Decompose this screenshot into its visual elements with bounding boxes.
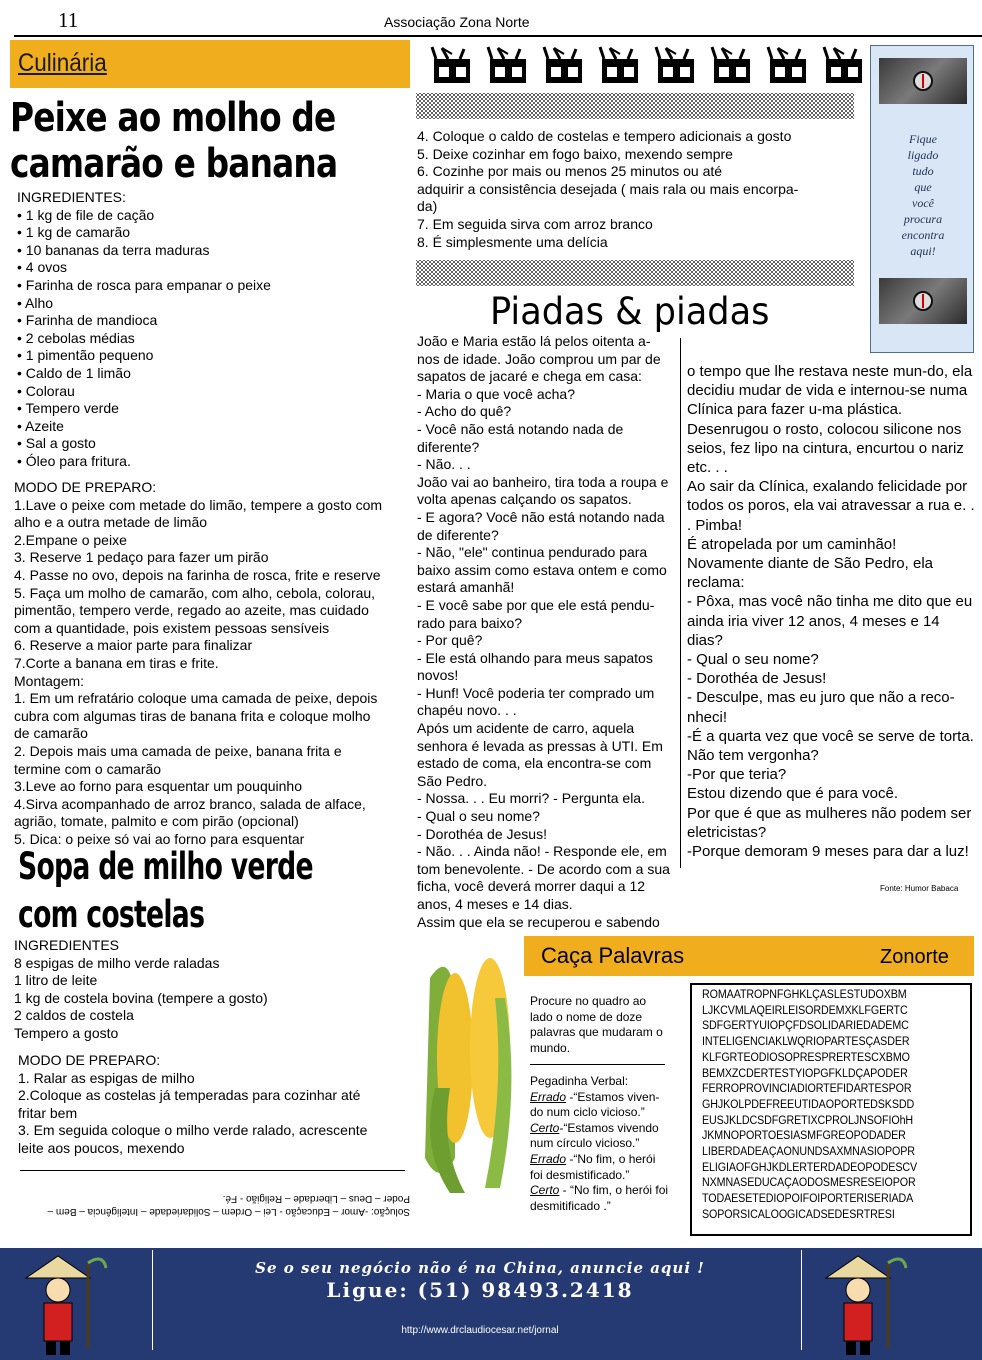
text-line: • 1 pimentão pequeno bbox=[17, 347, 154, 364]
text-line: 4. Coloque o caldo de costelas e tempero adicionais a gosto bbox=[417, 128, 792, 144]
recipe2-ingredients bbox=[14, 937, 268, 1043]
text-line: • Caldo de 1 limão bbox=[17, 364, 131, 381]
text-line: 8 espigas de milho verde raladas bbox=[14, 954, 220, 971]
text-line: 1.Lave o peixe com metade do limão, tempere a gosto com bbox=[14, 496, 383, 513]
word-search-instructions bbox=[530, 994, 670, 1056]
text-line: - Ele está olhando para meus sapatos novos! bbox=[417, 649, 653, 684]
text-line: 4. Passe no ovo, depois na farinha de rosca, frite e reserve bbox=[14, 566, 381, 583]
text-line: MODO DE PREPARO: bbox=[14, 479, 157, 495]
text-line: Por que é que as mulheres não podem ser eletricistas? bbox=[687, 804, 972, 841]
word-search-solution: Solução: -Amor – Educação - Lei – Ordem – Solidariedade – Inteligência – Bem – Poder – Deus – Liberdade – Religião - Fé. bbox=[47, 1193, 410, 1217]
text-line: EUSJKLDCSDFGRETIXCPROLJNSOFIOhH bbox=[702, 1114, 914, 1127]
text-line: alho e a outra metade de limão bbox=[14, 514, 208, 531]
pegadinha-label: Errado bbox=[530, 1089, 567, 1104]
text-line: - Qual o seu nome? bbox=[687, 651, 819, 669]
text-line: KLFGRTEODIOSOPRESPRERTESCXBMO bbox=[702, 1051, 910, 1064]
text-line: João vai ao banheiro, tira toda a roupa e volta apenas calçando os sapatos. bbox=[417, 473, 669, 508]
pegadinha-item bbox=[530, 1152, 670, 1183]
text-line: INTELIGENCIAKLWQRIOPARTESÇASDER bbox=[702, 1036, 910, 1049]
text-line: BEMXZCDERTESTYIOPGFKLDÇAPODER bbox=[702, 1067, 908, 1080]
recipe2-rule bbox=[20, 1170, 405, 1171]
recipe1-preparo bbox=[14, 479, 382, 848]
text-line: João e Maria estão lá pelos oitenta a-nos de idade. João comprou um par de sapatos de jacaré e chega em casa: bbox=[417, 333, 661, 385]
text-line: - Nossa. . . Eu morri? - Pergunta ela. bbox=[417, 790, 645, 807]
text-line: MODO DE PREPARO: bbox=[18, 1052, 161, 1068]
text-line: 5. Dica: o peixe só vai ao forno para esquentar bbox=[14, 830, 305, 847]
text-line: - E agora? Você não está notando nada de diferente? bbox=[417, 508, 665, 543]
text-line: ligado bbox=[907, 148, 939, 162]
text-line: Após um acidente de carro, aquela senhora é levada as pressas à UTI. Em estado de coma, ela encontra-se com São Pedro. bbox=[417, 720, 663, 789]
jokes-source: Fonte: Humor Babaca bbox=[880, 884, 959, 893]
text-line: 2.Coloque as costelas já temperadas para cozinhar até bbox=[18, 1087, 361, 1104]
jokes-column-rule bbox=[680, 338, 681, 868]
dotted-divider-top bbox=[416, 93, 854, 119]
text-line: TODAESETEDIOPOIFOIPORTERISERIADA bbox=[702, 1193, 914, 1206]
jokes-right-column bbox=[687, 362, 975, 861]
text-line: procura bbox=[903, 212, 943, 226]
pegadinha-text: -“Estamos vivendo num círculo vicioso.” bbox=[530, 1120, 659, 1151]
text-line: - Qual o seu nome? bbox=[417, 808, 540, 825]
text-line: -Por que teria? bbox=[687, 766, 787, 784]
text-line: • 2 cebolas médias bbox=[17, 329, 135, 346]
text-line: 2 caldos de costela bbox=[14, 1007, 134, 1024]
word-search-brand: Zonorte bbox=[880, 946, 949, 968]
text-line: SOPORSICALOOGICADSEDESRTRESI bbox=[702, 1208, 895, 1221]
recipe1-title-line1: Peixe ao molho de bbox=[10, 95, 336, 141]
text-line: ROMAATROPNFGHKLÇASLESTUDOXBM bbox=[702, 989, 907, 1001]
text-line: 1. Em um refratário coloque uma camada de peixe, depois bbox=[14, 690, 378, 707]
text-line: de camarão bbox=[14, 725, 88, 742]
recipe2-preparo bbox=[18, 1052, 367, 1158]
text-line: 5. Faça um molho de camarão, com alho, cebola, colorau, bbox=[14, 584, 376, 601]
text-line: que bbox=[914, 180, 932, 194]
text-line: 2.Empane o peixe bbox=[14, 531, 127, 548]
instructions-text: Procure no quadro ao lado o nome de doze palavras que mudaram o mundo. bbox=[530, 994, 663, 1055]
text-line: - Você não está notando nada de diferente? bbox=[417, 420, 624, 455]
text-line: 1 kg de costela bovina (tempere a gosto) bbox=[14, 989, 268, 1006]
text-line: termine com o camarão bbox=[14, 760, 162, 777]
corn-illustration-icon bbox=[410, 938, 520, 1198]
shopping-bag-icon bbox=[542, 45, 587, 85]
section-label-culinaria: Culinária bbox=[18, 49, 107, 77]
chinese-mascot-left-icon bbox=[18, 1248, 108, 1360]
text-line: LIBERDADEAÇAONUNDSAXMNASIOPOPR bbox=[702, 1146, 915, 1159]
pegadinha-items bbox=[530, 1090, 670, 1215]
shopping-bag-icon bbox=[430, 45, 475, 85]
text-line: • 4 ovos bbox=[17, 259, 68, 276]
text-line: Assim que ela se recuperou e sabendo bbox=[417, 913, 660, 930]
publication-name: Associação Zona Norte bbox=[384, 14, 530, 30]
text-line: GHJKOLPDEFREEUTIDAOPORTEDSKSDD bbox=[702, 1098, 915, 1111]
compass-photo-icon bbox=[879, 278, 967, 324]
text-line: - Desculpe, mas eu juro que não a reco-nheci! bbox=[687, 689, 955, 726]
text-line: • Tempero verde bbox=[17, 400, 119, 417]
jokes-left-column bbox=[417, 333, 671, 931]
text-line: 5. Deixe cozinhar em fogo baixo, mexendo sempre bbox=[417, 145, 733, 162]
dotted-divider-bottom bbox=[416, 260, 854, 286]
text-line: Tempero a gosto bbox=[14, 1024, 119, 1041]
text-line: da) bbox=[417, 198, 438, 215]
shopping-bag-icon bbox=[486, 45, 531, 85]
text-line: • Farinha de rosca para empanar o peixe bbox=[17, 276, 271, 293]
text-line: Estou dizendo que é para você. bbox=[687, 785, 898, 803]
text-line: - Pôxa, mas você não tinha me dito que eu ainda iria viver 12 anos, 4 meses e 14 dias? bbox=[687, 593, 973, 649]
text-line: • Óleo para fritura. bbox=[17, 452, 131, 469]
text-line: 1 litro de leite bbox=[14, 972, 98, 989]
text-line: Novamente diante de São Pedro, ela reclama: bbox=[687, 555, 933, 592]
text-line: -É a quarta vez que você se serve de torta. Não tem vergonha? bbox=[687, 727, 974, 765]
text-line: LJKCVMLAQEIRLEISORDEMXKLFGERTC bbox=[702, 1004, 908, 1017]
word-search-grid bbox=[690, 983, 972, 1236]
text-line: - Não. . . bbox=[417, 456, 471, 473]
ad-phone: Ligue: (51) 98493.2418 bbox=[326, 1278, 634, 1302]
ad-url-link[interactable]: http://www.drclaudiocesar.net/jornal bbox=[401, 1325, 559, 1336]
text-line: • 1 kg de file de cação bbox=[17, 206, 155, 223]
text-line: • Alho bbox=[17, 294, 54, 311]
text-line: cubra com algumas tiras de banana frita e coloque molho bbox=[14, 707, 371, 724]
text-line: • Farinha de mandioca bbox=[17, 312, 158, 329]
sidebar-box bbox=[870, 45, 974, 353]
text-line: - Maria o que você acha? bbox=[417, 385, 575, 402]
text-line: 6. Reserve a maior parte para finalizar bbox=[14, 637, 253, 654]
shopping-bag-icon bbox=[766, 45, 811, 85]
text-line: ELIGIAOFGHJKDLERTERDADEOPODESCV bbox=[702, 1161, 918, 1174]
text-line: 7. Em seguida sirva com arroz branco bbox=[417, 215, 653, 232]
header-rule bbox=[14, 35, 982, 37]
text-line: 3. Em seguida coloque o milho verde ralado, acrescente bbox=[18, 1122, 368, 1139]
text-line: 7.Corte a banana em tiras e frite. bbox=[14, 654, 219, 671]
jokes-title: Piadas & piadas bbox=[490, 290, 770, 333]
shopping-bag-icon bbox=[710, 45, 755, 85]
text-line: - Hunf! Você poderia ter comprado um chapéu novo. . . bbox=[417, 684, 655, 719]
shopping-bag-icon bbox=[598, 45, 643, 85]
text-line: • 10 bananas da terra maduras bbox=[17, 241, 210, 258]
text-line: INGREDIENTES bbox=[14, 937, 120, 953]
pegadinha-verbal bbox=[530, 1074, 670, 1214]
pegadinha-item bbox=[530, 1121, 670, 1152]
pegadinha-item bbox=[530, 1090, 670, 1121]
ad-headline: Se o seu negócio não é na China, anuncie aqui ! bbox=[255, 1259, 705, 1277]
pegadinha-title: Pegadinha Verbal: bbox=[530, 1074, 629, 1088]
text-line: pimentão, tempero verde, regado ao azeite, mas cuidado bbox=[14, 602, 369, 619]
text-line: 1. Ralar as espigas de milho bbox=[18, 1069, 195, 1086]
text-line: - Dorothéa de Jesus! bbox=[417, 825, 547, 842]
pegadinha-text: - “No fim, o herói foi desmitificado .” bbox=[530, 1183, 669, 1213]
text-line: você bbox=[912, 196, 934, 210]
chinese-mascot-right-icon bbox=[818, 1248, 908, 1360]
text-line: JKMNOPORTOESIASMFGREOPODADER bbox=[702, 1130, 906, 1143]
text-line: 2. Depois mais uma camada de peixe, banana frita e bbox=[14, 742, 342, 759]
text-line: É atropelada por um caminhão! bbox=[687, 535, 897, 553]
text-line: agrião, tomate, palmito e com pirão (opcional) bbox=[14, 813, 299, 830]
recipe2-continued-steps bbox=[417, 128, 853, 251]
text-line: 4.Sirva acompanhado de arroz branco, salada de alface, bbox=[14, 795, 366, 812]
text-line: - Não, "ele" continua pendurado para baixo assim como estava ontem e como estará amanhã! bbox=[417, 544, 667, 596]
pegadinha-text: -“No fim, o herói foi desmistificado.” bbox=[530, 1151, 656, 1182]
shopping-bag-icon bbox=[822, 45, 867, 85]
text-line: • Azeite bbox=[17, 417, 64, 434]
text-line: tudo bbox=[912, 164, 934, 178]
compass-photo-icon bbox=[879, 58, 967, 104]
recipe2-title-line2: com costelas bbox=[18, 893, 205, 936]
text-line: NXMNASEDUCAÇAODOSMESRESEIOPOR bbox=[702, 1177, 916, 1190]
pegadinha-text: -“Estamos viven-do num ciclo vicioso.” bbox=[530, 1089, 660, 1120]
text-line: -Porque demoram 9 meses para dar a luz! bbox=[687, 843, 969, 861]
text-line: 3. Reserve 1 pedaço para fazer um pirão bbox=[14, 549, 269, 566]
bag-icon-row bbox=[430, 45, 860, 85]
pegadinha-item bbox=[530, 1183, 670, 1214]
text-line: 8. É simplesmente uma delícia bbox=[417, 233, 608, 250]
pegadinha-label: Certo bbox=[530, 1120, 560, 1135]
text-line: - Por quê? bbox=[417, 632, 483, 649]
text-line: • Sal a gosto bbox=[17, 435, 96, 452]
recipe1-title-line2: camarão e banana bbox=[10, 141, 338, 187]
text-line: - Acho do quê? bbox=[417, 403, 512, 420]
shopping-bag-icon bbox=[654, 45, 699, 85]
sidebar-text bbox=[875, 131, 971, 259]
text-line: SDFGERTYUIOPÇFDSOLIDARIEDADEMC bbox=[702, 1020, 909, 1033]
text-line: 3.Leve ao forno para esquentar um pouquinho bbox=[14, 778, 302, 795]
recipe2-title-line1: Sopa de milho verde bbox=[18, 845, 313, 888]
text-line: - Dorothéa de Jesus! bbox=[687, 670, 827, 688]
text-line: Montagem: bbox=[14, 672, 85, 689]
text-line: Ao sair da Clínica, exalando felicidade por todos os poros, ela vai atravessar a rua e. . . Pimba! bbox=[687, 478, 975, 534]
text-line: o tempo que lhe restava neste mun-do, ela decidiu mudar de vida e internou-se numa Clínica para fazer u-ma plástica. Desenrugou o rosto, colocou silicone nos seios, fez lipo na cintura, encurtou o nariz etc. . . bbox=[687, 363, 973, 477]
instructions-rule bbox=[530, 1064, 665, 1065]
recipe1-ingredients bbox=[17, 189, 271, 471]
pegadinha-label: Certo bbox=[530, 1183, 560, 1198]
text-line: • 1 kg de camarão bbox=[17, 224, 131, 241]
text-line: fritar bem bbox=[18, 1104, 78, 1121]
text-line: FERROPROVINCIADIORTEFIDARTESPOR bbox=[702, 1083, 912, 1096]
text-line: • Colorau bbox=[17, 382, 75, 399]
text-line: INGREDIENTES: bbox=[17, 189, 126, 205]
text-line: leite aos poucos, mexendo bbox=[18, 1139, 185, 1156]
text-line: com a quantidade, pois existem pessoas sensíveis bbox=[14, 619, 330, 636]
text-line: adquirir a consistência desejada ( mais rala ou mais encorpa- bbox=[417, 180, 799, 197]
text-line: Fique bbox=[909, 132, 937, 146]
text-line: 6. Cozinhe por mais ou menos 25 minutos ou até bbox=[417, 163, 723, 180]
word-search-title: Caça Palavras bbox=[541, 943, 685, 968]
text-line: - Não. . . Ainda não! - Responde ele, em tom benevolente. - De acordo com a sua ficha, você deverá morrer daqui a 12 anos, 4 meses e 14 dias. bbox=[417, 843, 670, 912]
text-line: aqui! bbox=[910, 244, 936, 258]
text-line: - E você sabe por que ele está pendu-rado para baixo? bbox=[417, 596, 655, 631]
text-line: encontra bbox=[901, 228, 945, 242]
pegadinha-label: Errado bbox=[530, 1151, 567, 1166]
page-number: 11 bbox=[58, 8, 79, 32]
